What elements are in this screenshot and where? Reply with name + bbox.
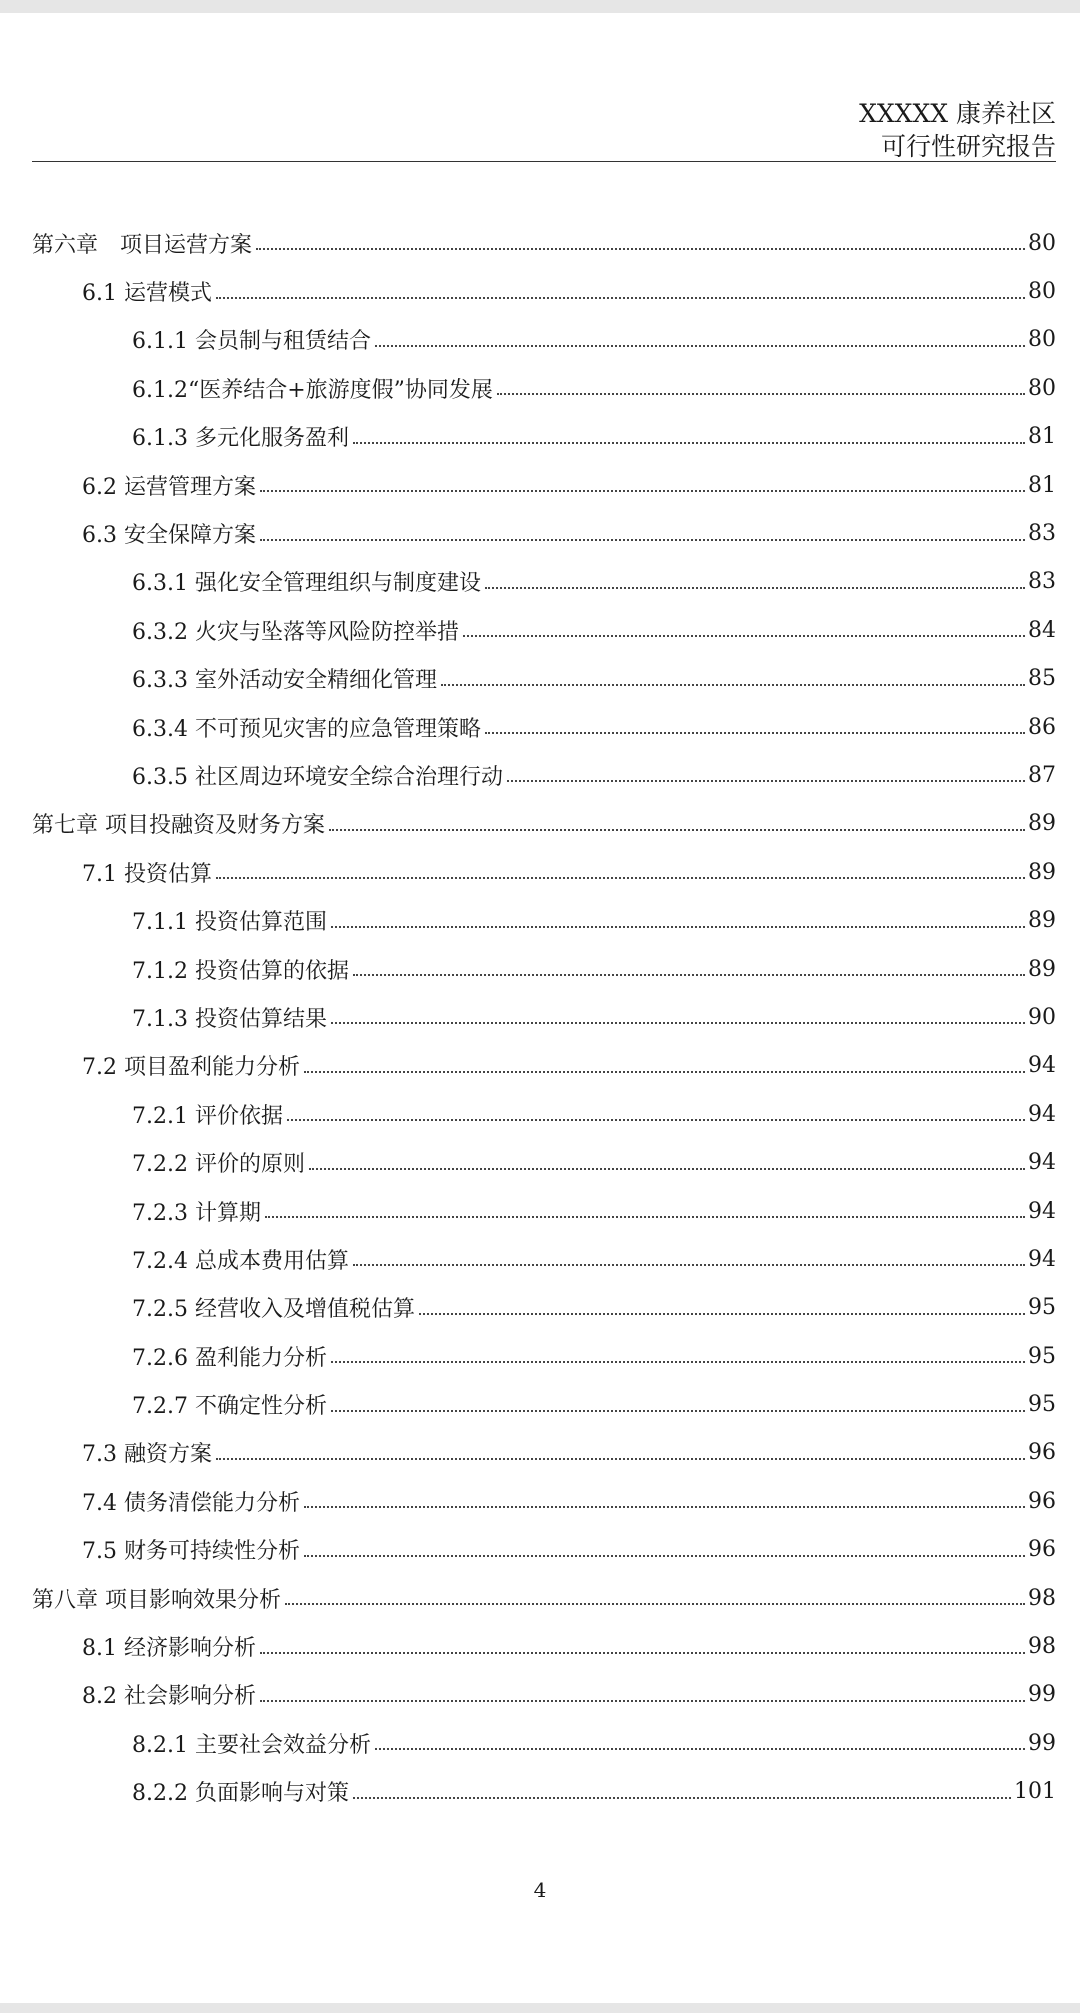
toc-dot-leader xyxy=(441,684,1025,686)
toc-entry-page: 94 xyxy=(1028,1198,1056,1224)
toc-dot-leader xyxy=(353,442,1025,444)
toc-entry-title: 6.1 运营模式 xyxy=(82,281,212,307)
toc-dot-leader xyxy=(304,1506,1025,1508)
toc-entry-page: 87 xyxy=(1028,762,1056,788)
toc-entry-title: 7.2.4 总成本费用估算 xyxy=(132,1248,349,1274)
toc-entry-title: 8.1 经济影响分析 xyxy=(82,1636,256,1662)
toc-dot-leader xyxy=(329,829,1025,831)
toc-entry-page: 96 xyxy=(1028,1537,1056,1563)
toc-entry-title: 第六章 项目运营方案 xyxy=(32,232,253,258)
header-title-line2: 可行性研究报告 xyxy=(880,132,1056,161)
toc-entry-title: 第八章 项目影响效果分析 xyxy=(32,1587,281,1613)
toc-dot-leader xyxy=(331,1022,1025,1024)
toc-entry-page: 80 xyxy=(1028,230,1056,256)
toc-dot-leader xyxy=(331,926,1025,928)
toc-entry[interactable] xyxy=(32,267,1056,315)
toc-entry-title: 6.3 安全保障方案 xyxy=(82,523,256,549)
toc-entry[interactable] xyxy=(32,1622,1056,1670)
toc-dot-leader xyxy=(260,1652,1025,1654)
toc-entry-title: 7.2.6 盈利能力分析 xyxy=(132,1345,327,1371)
toc-entry-page: 89 xyxy=(1028,811,1056,837)
toc-entry[interactable] xyxy=(32,800,1056,848)
toc-entry-page: 84 xyxy=(1028,617,1056,643)
toc-dot-leader xyxy=(260,490,1025,492)
toc-entry-page: 89 xyxy=(1028,956,1056,982)
toc-entry[interactable] xyxy=(32,606,1056,654)
toc-entry-page: 96 xyxy=(1028,1440,1056,1466)
toc-entry-title: 6.3.5 社区周边环境安全综合治理行动 xyxy=(132,764,503,790)
toc-entry-title: 8.2.2 负面影响与对策 xyxy=(132,1781,349,1807)
toc-entry-title: 6.3.4 不可预见灾害的应急管理策略 xyxy=(132,716,481,742)
toc-dot-leader xyxy=(260,1700,1025,1702)
toc-entry-title: 6.3.2 火灾与坠落等风险防控举措 xyxy=(132,619,459,645)
toc-entry[interactable] xyxy=(32,1235,1056,1283)
toc-entry[interactable] xyxy=(32,703,1056,751)
toc-entry-page: 90 xyxy=(1028,1004,1056,1030)
toc-entry-page: 94 xyxy=(1028,1053,1056,1079)
toc-entry[interactable] xyxy=(32,655,1056,703)
toc-entry-page: 94 xyxy=(1028,1246,1056,1272)
toc-entry[interactable] xyxy=(32,751,1056,799)
toc-entry[interactable] xyxy=(32,219,1056,267)
toc-dot-leader xyxy=(260,539,1025,541)
toc-entry-title: 8.2.1 主要社会效益分析 xyxy=(132,1732,371,1758)
toc-entry[interactable] xyxy=(32,1090,1056,1138)
toc-entry-page: 89 xyxy=(1028,859,1056,885)
toc-entry[interactable] xyxy=(32,1138,1056,1186)
toc-dot-leader xyxy=(309,1168,1025,1170)
toc-dot-leader xyxy=(485,587,1025,589)
toc-entry-title: 6.3.3 室外活动安全精细化管理 xyxy=(132,668,437,694)
toc-entry[interactable] xyxy=(32,316,1056,364)
toc-dot-leader xyxy=(485,732,1025,734)
toc-entry-title: 7.1.1 投资估算范围 xyxy=(132,910,327,936)
toc-entry-title: 6.3.1 强化安全管理组织与制度建设 xyxy=(132,571,481,597)
toc-entry-title: 7.1.3 投资估算结果 xyxy=(132,1006,327,1032)
toc-entry-page: 101 xyxy=(1014,1779,1056,1805)
toc-entry-page: 81 xyxy=(1028,472,1056,498)
toc-entry-page: 94 xyxy=(1028,1150,1056,1176)
toc-entry-title: 6.1.2“医养结合+旅游度假”协同发展 xyxy=(132,377,493,403)
toc-dot-leader xyxy=(216,1458,1025,1460)
toc-entry-title: 7.2.3 计算期 xyxy=(132,1200,261,1226)
toc-entry[interactable] xyxy=(32,896,1056,944)
toc-entry[interactable] xyxy=(32,993,1056,1041)
toc-dot-leader xyxy=(463,635,1025,637)
toc-entry-page: 81 xyxy=(1028,424,1056,450)
page-number: 4 xyxy=(533,1878,547,1902)
toc-entry[interactable] xyxy=(32,1187,1056,1235)
toc-entry-page: 95 xyxy=(1028,1392,1056,1418)
toc-dot-leader xyxy=(216,877,1025,879)
toc-dot-leader xyxy=(353,974,1025,976)
toc-dot-leader xyxy=(285,1603,1025,1605)
toc-entry[interactable] xyxy=(32,1526,1056,1574)
toc-dot-leader xyxy=(256,248,1025,250)
toc-entry-page: 86 xyxy=(1028,714,1056,740)
toc-dot-leader xyxy=(331,1410,1025,1412)
toc-entry[interactable] xyxy=(32,1671,1056,1719)
toc-dot-leader xyxy=(353,1797,1011,1799)
toc-entry-title: 7.1.2 投资估算的依据 xyxy=(132,958,349,984)
toc-entry-page: 94 xyxy=(1028,1101,1056,1127)
toc-entry-title: 第七章 项目投融资及财务方案 xyxy=(32,813,325,839)
toc-entry-title: 7.1 投资估算 xyxy=(82,861,212,887)
toc-entry-page: 83 xyxy=(1028,569,1056,595)
toc-entry[interactable] xyxy=(32,1574,1056,1622)
page-header xyxy=(859,97,1056,163)
toc-entry[interactable] xyxy=(32,364,1056,412)
toc-entry-title: 7.2.1 评价依据 xyxy=(132,1103,283,1129)
toc-entry-page: 98 xyxy=(1028,1585,1056,1611)
toc-entry-page: 96 xyxy=(1028,1488,1056,1514)
toc-entry-title: 7.5 财务可持续性分析 xyxy=(82,1539,300,1565)
toc-entry-title: 6.1.1 会员制与租赁结合 xyxy=(132,329,371,355)
toc-entry-title: 7.2.2 评价的原则 xyxy=(132,1152,305,1178)
toc-entry-page: 80 xyxy=(1028,375,1056,401)
toc-entry[interactable] xyxy=(32,461,1056,509)
toc-entry-page: 80 xyxy=(1028,279,1056,305)
toc-entry[interactable] xyxy=(32,1477,1056,1525)
header-divider xyxy=(32,161,1056,162)
toc-entry-title: 7.4 债务清偿能力分析 xyxy=(82,1490,300,1516)
toc-dot-leader xyxy=(216,297,1025,299)
toc-entry[interactable] xyxy=(32,945,1056,993)
toc-entry[interactable] xyxy=(32,1719,1056,1767)
document-page xyxy=(0,13,1080,2003)
toc-dot-leader xyxy=(375,1748,1025,1750)
toc-entry-title: 8.2 社会影响分析 xyxy=(82,1684,256,1710)
toc-entry-title: 7.2.5 经营收入及增值税估算 xyxy=(132,1297,415,1323)
toc-entry-page: 95 xyxy=(1028,1343,1056,1369)
toc-entry-title: 7.2 项目盈利能力分析 xyxy=(82,1055,300,1081)
toc-entry[interactable] xyxy=(32,1284,1056,1332)
toc-entry-page: 98 xyxy=(1028,1634,1056,1660)
toc-entry-title: 7.2.7 不确定性分析 xyxy=(132,1394,327,1420)
toc-entry-page: 99 xyxy=(1028,1682,1056,1708)
toc-entry[interactable] xyxy=(32,1429,1056,1477)
toc-dot-leader xyxy=(419,1313,1025,1315)
toc-entry[interactable] xyxy=(32,1042,1056,1090)
toc-entry[interactable] xyxy=(32,1768,1056,1816)
toc-entry-title: 6.2 运营管理方案 xyxy=(82,474,256,500)
toc-entry[interactable] xyxy=(32,1332,1056,1380)
toc-entry[interactable] xyxy=(32,848,1056,896)
toc-entry[interactable] xyxy=(32,558,1056,606)
toc-entry[interactable] xyxy=(32,1380,1056,1428)
toc-entry[interactable] xyxy=(32,413,1056,461)
toc-entry-title: 6.1.3 多元化服务盈利 xyxy=(132,426,349,452)
toc-entry-page: 85 xyxy=(1028,666,1056,692)
toc-dot-leader xyxy=(304,1071,1025,1073)
toc-entry-page: 95 xyxy=(1028,1295,1056,1321)
toc-dot-leader xyxy=(331,1361,1025,1363)
toc-entry-title: 7.3 融资方案 xyxy=(82,1442,212,1468)
toc-entry-page: 99 xyxy=(1028,1730,1056,1756)
toc-dot-leader xyxy=(353,1264,1025,1266)
table-of-contents xyxy=(32,219,1056,1816)
toc-entry-page: 89 xyxy=(1028,908,1056,934)
toc-entry-page: 83 xyxy=(1028,521,1056,547)
toc-entry-page: 80 xyxy=(1028,327,1056,353)
header-title-line1: XXXXX 康养社区 xyxy=(859,99,1056,128)
toc-dot-leader xyxy=(304,1555,1025,1557)
toc-dot-leader xyxy=(375,345,1025,347)
toc-dot-leader xyxy=(507,780,1025,782)
toc-dot-leader xyxy=(265,1216,1025,1218)
toc-dot-leader xyxy=(497,393,1025,395)
toc-dot-leader xyxy=(287,1119,1025,1121)
toc-entry[interactable] xyxy=(32,509,1056,557)
